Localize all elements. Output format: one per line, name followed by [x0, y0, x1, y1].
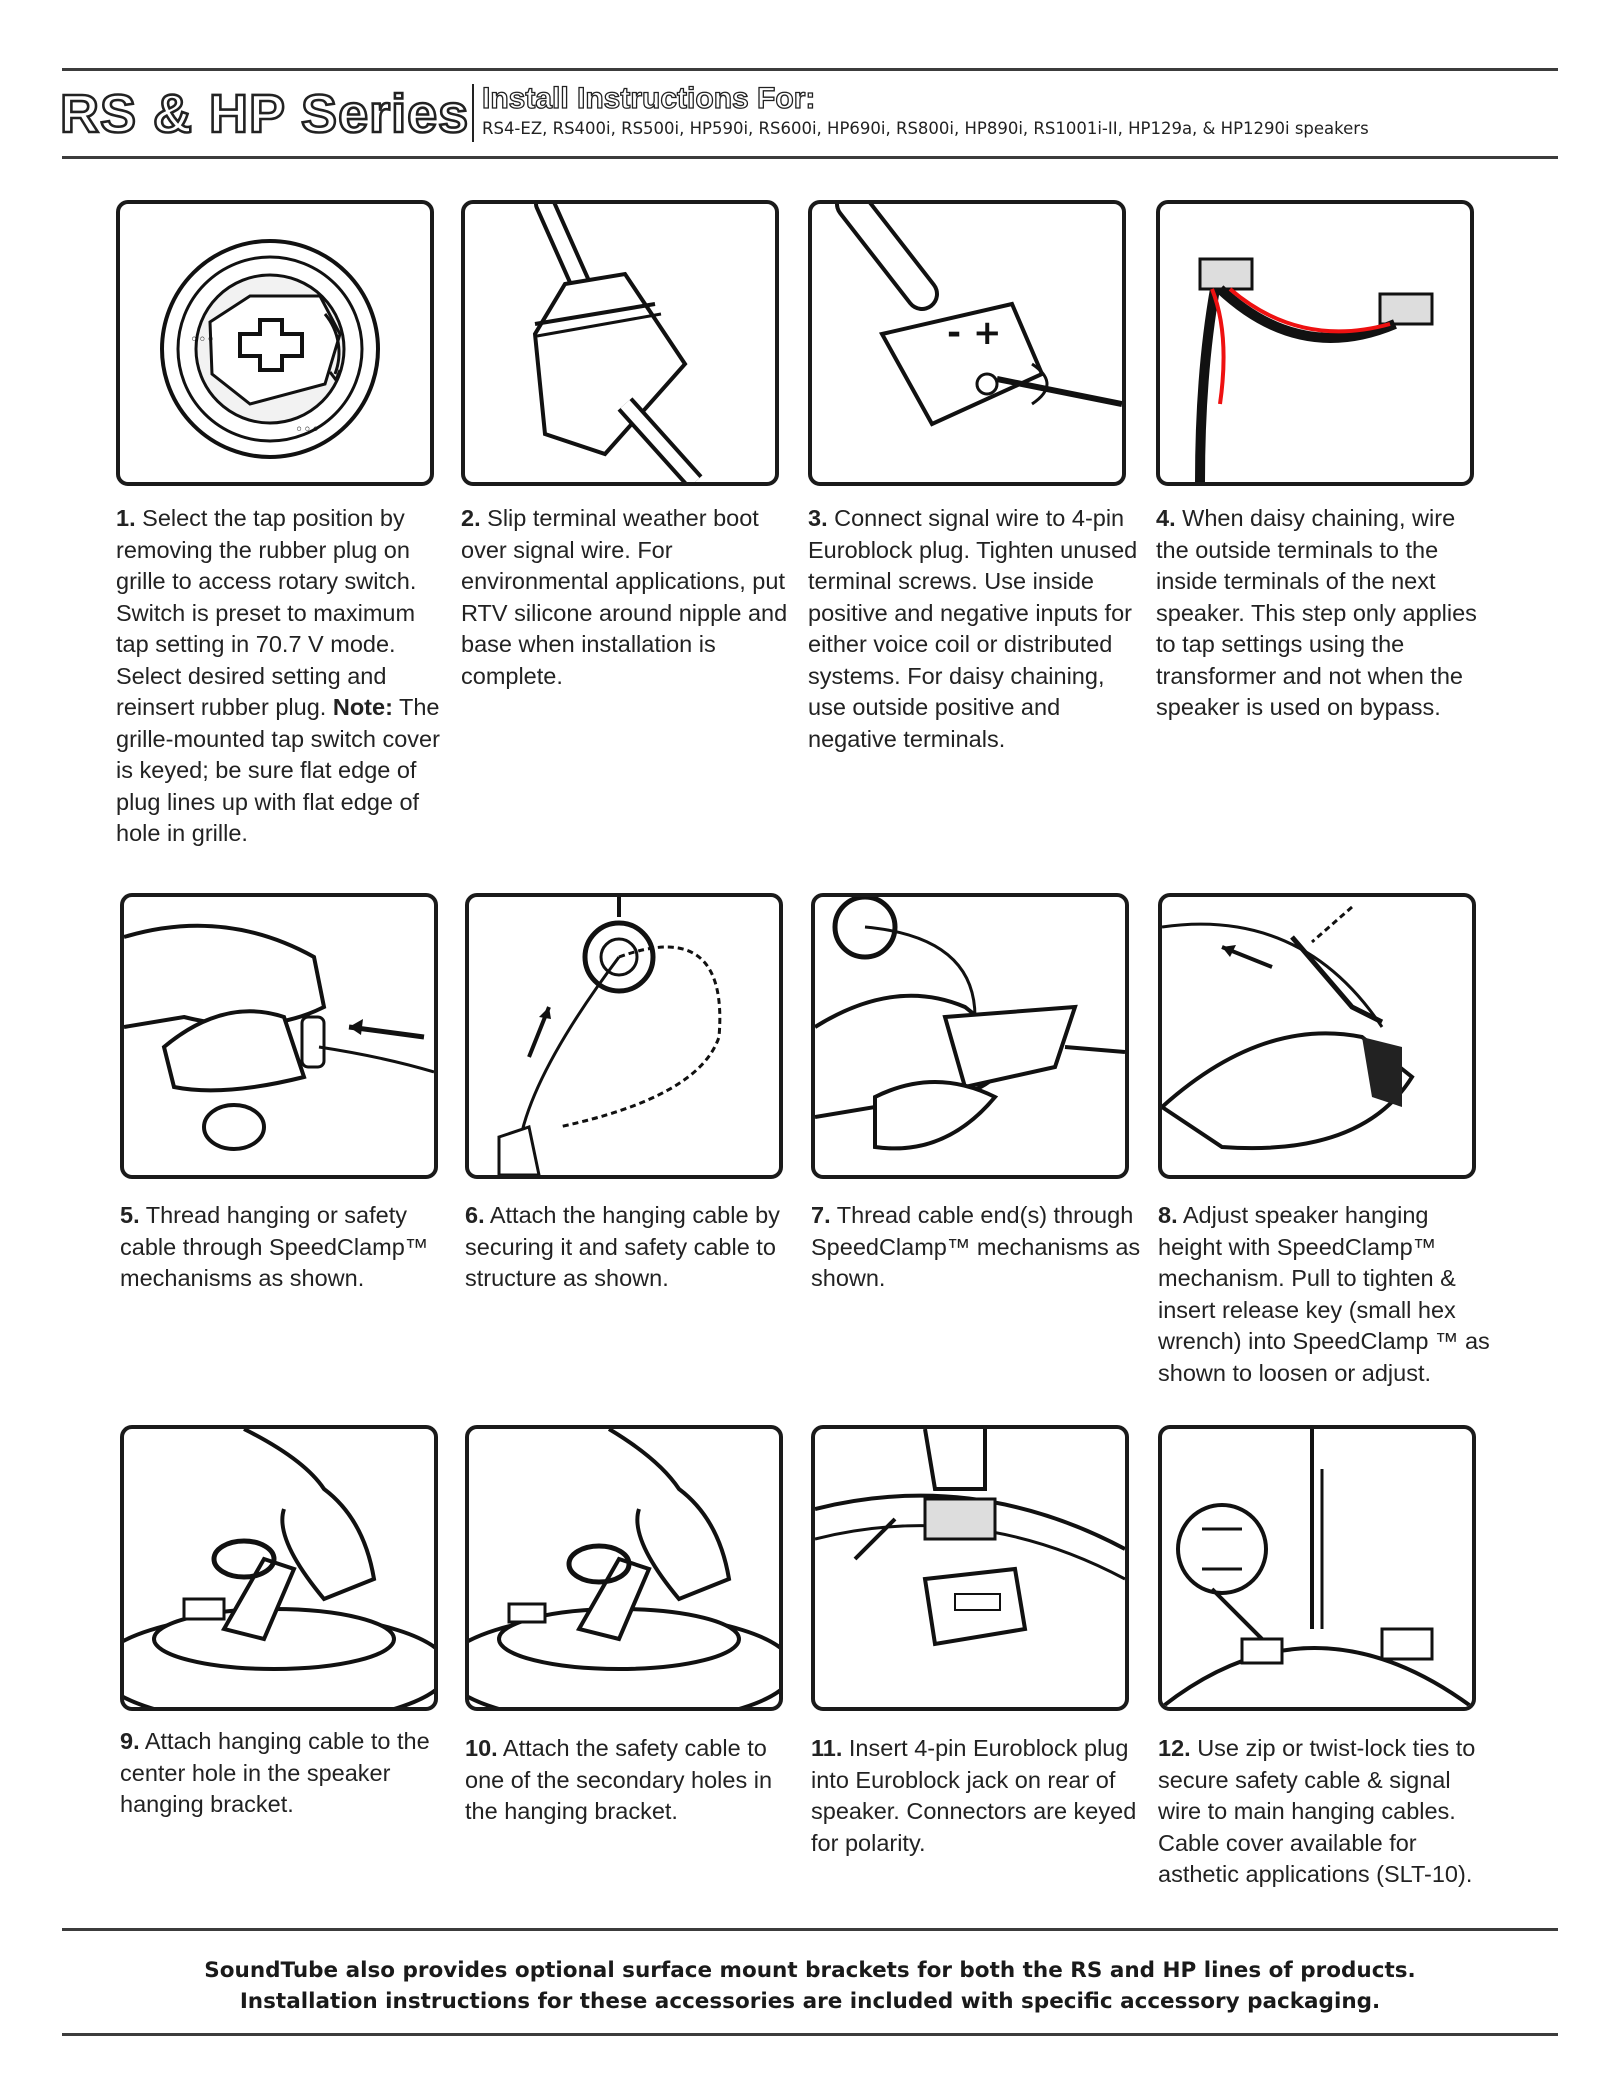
- header-divider: [472, 84, 474, 142]
- step-3-text: Connect signal wire to 4-pin Euroblock plug. Tighten unused terminal screws. Use inside positive and negative inputs for either voice coil or distributed systems. For daisy chaining, use outside positive and negative terminals.: [808, 505, 1138, 752]
- step-10-caption: [465, 1733, 803, 1828]
- header-top-rule: [62, 68, 1558, 71]
- step-12-text: Use zip or twist-lock ties to secure safety cable & signal wire to main hanging cables. Cable cover available for asthetic applications (SLT-10).: [1158, 1735, 1476, 1887]
- step-12-illustration: [1158, 1425, 1476, 1711]
- weather-boot-icon: [465, 204, 775, 482]
- step-5-illustration: [120, 893, 438, 1179]
- model-list: RS4-EZ, RS400i, RS500i, HP590i, RS600i, HP690i, RS800i, HP890i, RS1001i-II, HP129a, & HP1290i speakers: [482, 119, 1369, 138]
- step-6-number: 6.: [465, 1202, 485, 1228]
- svg-text:◦◦◦: ◦◦◦: [190, 332, 215, 348]
- step-9-caption: [120, 1726, 458, 1821]
- step-12-number: 12.: [1158, 1735, 1191, 1761]
- step-4-caption: [1156, 503, 1494, 724]
- svg-text:- +: - +: [947, 313, 1002, 353]
- step-7-illustration: [811, 893, 1129, 1179]
- center-hole-bracket-icon: [124, 1429, 434, 1707]
- step-1-caption: [116, 503, 454, 850]
- series-title: RS & HP Series: [60, 84, 470, 144]
- secondary-hole-bracket-icon: [469, 1429, 779, 1707]
- step-1-number: 1.: [116, 505, 136, 531]
- step-1-note-text: The grille-mounted tap switch cover is keyed; be sure flat edge of plug lines up with flat edge of hole in grille.: [116, 694, 440, 846]
- footer-note: [62, 1955, 1558, 2017]
- speedclamp-thread-icon: [124, 897, 434, 1175]
- step-6-text: Attach the hanging cable by securing it and safety cable to structure as shown.: [465, 1202, 780, 1291]
- step-8-illustration: [1158, 893, 1476, 1179]
- step-1-note-label: Note:: [332, 694, 393, 720]
- step-3-illustration: [808, 200, 1126, 486]
- header-bottom-rule: [62, 156, 1558, 159]
- daisy-chain-wire-icon: [1160, 204, 1470, 482]
- footer-line-1: SoundTube also provides optional surface mount brackets for both the RS and HP lines of products.: [204, 1958, 1416, 1983]
- svg-text:◦◦◦: ◦◦◦: [295, 422, 320, 438]
- step-5-text: Thread hanging or safety cable through SpeedClamp™ mechanisms as shown.: [120, 1202, 429, 1291]
- step-9-number: 9.: [120, 1728, 140, 1754]
- euroblock-plug-icon: [812, 204, 1122, 482]
- cable-end-clamp-icon: [815, 897, 1125, 1175]
- step-11-illustration: [811, 1425, 1129, 1711]
- step-10-number: 10.: [465, 1735, 498, 1761]
- step-7-text: Thread cable end(s) through SpeedClamp™ mechanisms as shown.: [811, 1202, 1141, 1291]
- step-3-number: 3.: [808, 505, 828, 531]
- step-7-caption: [811, 1200, 1149, 1295]
- step-7-number: 7.: [811, 1202, 831, 1228]
- step-3-caption: [808, 503, 1146, 755]
- step-8-caption: [1158, 1200, 1496, 1389]
- step-2-caption: [461, 503, 799, 692]
- hanging-cable-loop-icon: [469, 897, 779, 1175]
- step-2-number: 2.: [461, 505, 481, 531]
- rotary-switch-icon: [120, 204, 430, 482]
- step-12-caption: [1158, 1733, 1496, 1891]
- step-4-number: 4.: [1156, 505, 1176, 531]
- step-1-text: Select the tap position by removing the rubber plug on grille to access rotary switch. Switch is preset to maximum tap setting in 70.7 V mode. Select desired setting and reinsert rubber plug.: [116, 505, 417, 720]
- step-10-illustration: [465, 1425, 783, 1711]
- step-11-text: Insert 4-pin Euroblock plug into Euroblock jack on rear of speaker. Connectors are keyed for polarity.: [811, 1735, 1137, 1856]
- hex-wrench-adjust-icon: [1162, 897, 1472, 1175]
- step-1-illustration: [116, 200, 434, 486]
- footer-top-rule: [62, 1928, 1558, 1931]
- step-10-text: Attach the safety cable to one of the secondary holes in the hanging bracket.: [465, 1735, 773, 1824]
- step-6-illustration: [465, 893, 783, 1179]
- install-title: Install Instructions For:: [482, 82, 816, 115]
- step-4-text: When daisy chaining, wire the outside terminals to the inside terminals of the next speaker. This step only applies to tap settings using the transformer and not when the speaker is used on bypass.: [1156, 505, 1477, 720]
- euroblock-jack-icon: [815, 1429, 1125, 1707]
- step-8-text: Adjust speaker hanging height with SpeedClamp™ mechanism. Pull to tighten & insert release key (small hex wrench) into SpeedClamp ™ as shown to loosen or adjust.: [1158, 1202, 1490, 1386]
- step-5-caption: [120, 1200, 458, 1295]
- step-4-illustration: [1156, 200, 1474, 486]
- step-9-text: Attach hanging cable to the center hole in the speaker hanging bracket.: [120, 1728, 430, 1817]
- step-11-number: 11.: [811, 1735, 843, 1761]
- step-2-illustration: [461, 200, 779, 486]
- footer-line-2: Installation instructions for these accessories are included with specific accessory packaging.: [239, 1989, 1381, 2014]
- step-9-illustration: [120, 1425, 438, 1711]
- step-8-number: 8.: [1158, 1202, 1178, 1228]
- zip-tie-cables-icon: [1162, 1429, 1472, 1707]
- step-6-caption: [465, 1200, 803, 1295]
- footer-bottom-rule: [62, 2033, 1558, 2036]
- step-11-caption: [811, 1733, 1149, 1859]
- step-5-number: 5.: [120, 1202, 140, 1228]
- step-2-text: Slip terminal weather boot over signal wire. For environmental applications, put RTV silicone around nipple and base when installation is complete.: [461, 505, 788, 689]
